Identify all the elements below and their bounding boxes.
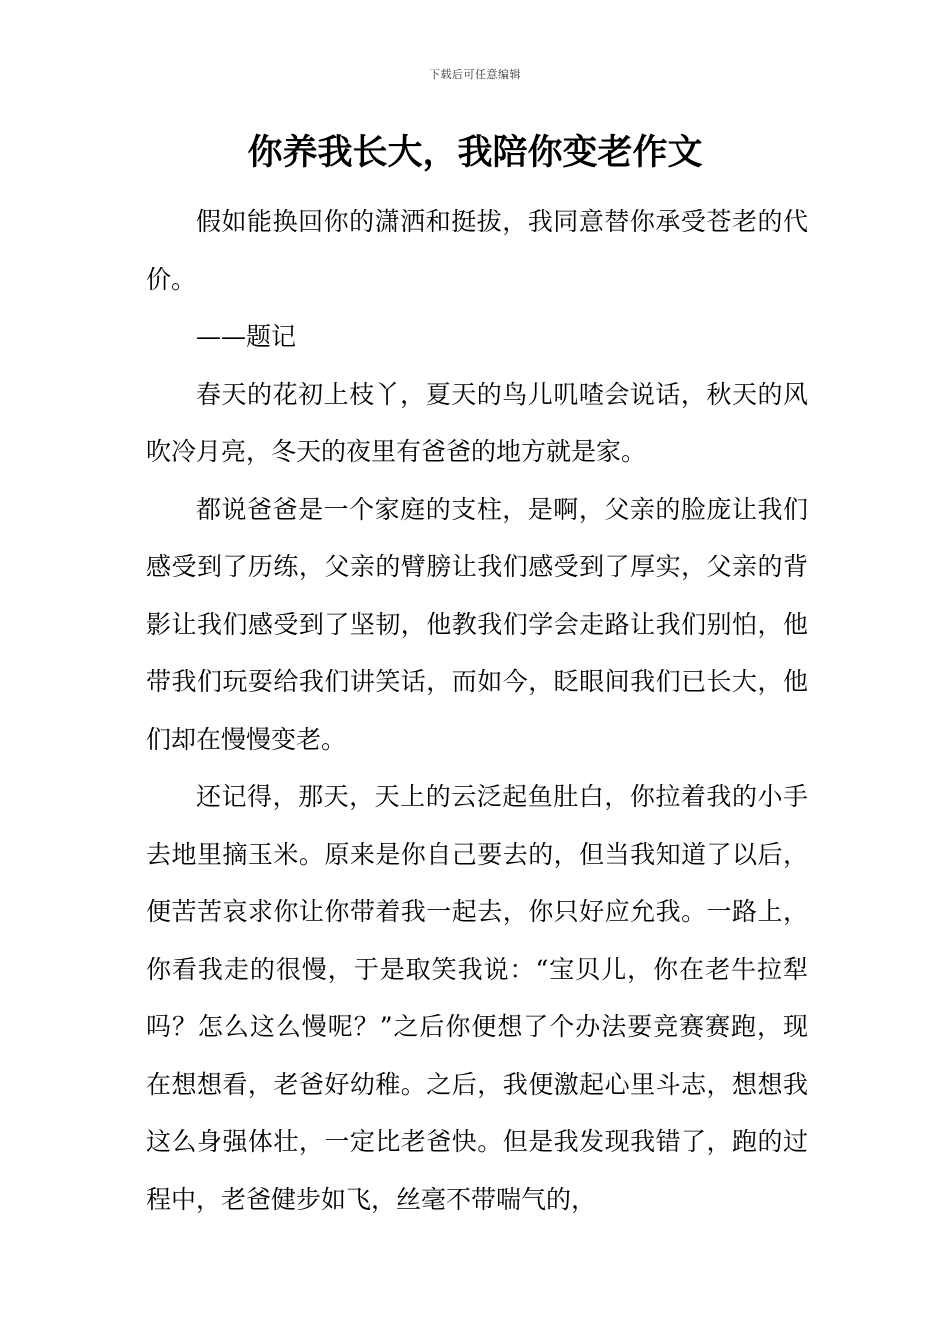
document-body [146, 193, 808, 1228]
paragraph-epigraph-attribution: ——题记 [196, 322, 297, 351]
paragraph-epigraph: 假如能换回你的潇洒和挺拔，我同意替你承受苍老的代价。 [146, 207, 808, 294]
paragraph-seasons: 春天的花初上枝丫，夏天的鸟儿叽喳会说话，秋天的风吹冷月亮，冬天的夜里有爸爸的地方就是家。 [146, 379, 808, 466]
document-title: 你养我长大，我陪你变老作文 [247, 133, 703, 173]
header-note: 下载后可任意编辑 [429, 68, 521, 81]
paragraph-corn-field-memory: 还记得，那天，天上的云泛起鱼肚白，你拉着我的小手去地里摘玉米。原来是你自己要去的，但当我知道了以后，便苦苦哀求你让你带着我一起去，你只好应允我。一路上，你看我走的很慢，于是取笑我说：“宝贝儿，你在老牛拉犁吗？怎么这么慢呢？”之后你便想了个办法要竞赛赛跑，现在想想看，老爸好幼稚。之后，我便激起心里斗志，想想我这么身强体壮，一定比老爸快。但是我发现我错了，跑的过程中，老爸健步如飞，丝毫不带喘气的， [146, 782, 808, 1214]
paragraph-father-pillar: 都说爸爸是一个家庭的支柱，是啊，父亲的脸庞让我们感受到了历练，父亲的臂膀让我们感受到了厚实，父亲的背影让我们感受到了坚韧，他教我们学会走路让我们别怕，他带我们玩耍给我们讲笑话，而如今，眨眼间我们已长大，他们却在慢慢变老。 [146, 494, 808, 754]
